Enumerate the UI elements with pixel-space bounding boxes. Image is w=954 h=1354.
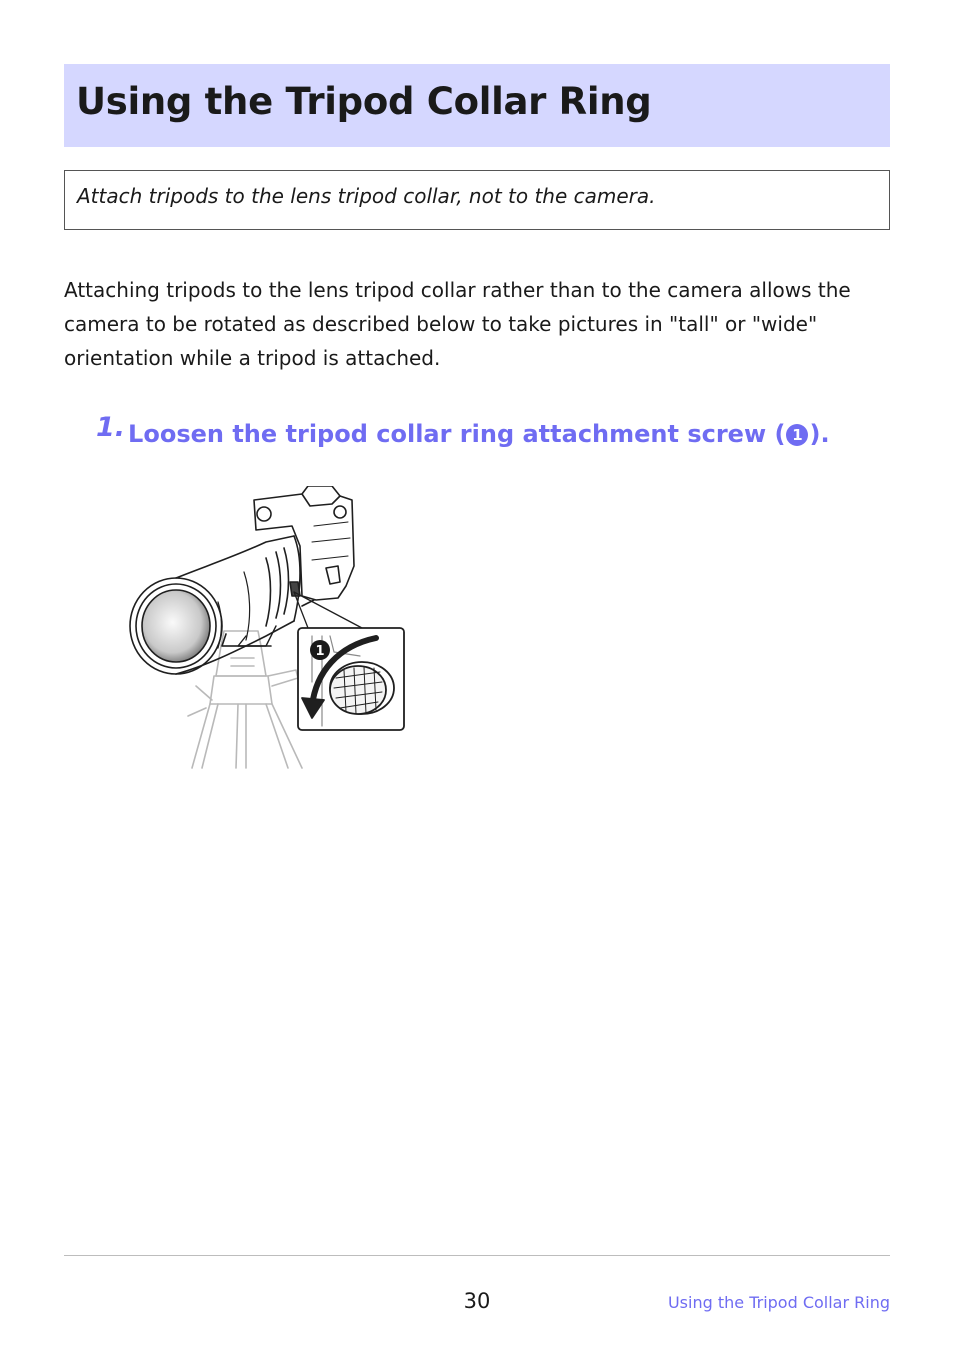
- note-text: Attach tripods to the lens tripod collar, not to the camera.: [77, 184, 656, 208]
- step-1: [96, 412, 830, 449]
- footer-divider: [64, 1255, 890, 1256]
- camera-on-tripod-illustration: [126, 486, 410, 770]
- page-number: 30: [463, 1289, 491, 1313]
- step-text-before: Loosen the tripod collar ring attachment screw (: [128, 420, 786, 448]
- page-title: Using the Tripod Collar Ring: [76, 80, 652, 123]
- callout-1-badge: [310, 640, 330, 660]
- intro-paragraph: Attaching tripods to the lens tripod collar rather than to the camera allows the camera to be rotated as described below to take pictures in "tall" or "wide" orientation while a tripod is attached.: [64, 278, 851, 370]
- step-number: 1.: [96, 412, 126, 443]
- screw-knob-icon: [330, 662, 394, 714]
- step-text-after: ).: [809, 420, 830, 448]
- svg-text:1: 1: [315, 644, 325, 659]
- page-title-bar: [64, 64, 890, 147]
- footer-section-link[interactable]: Using the Tripod Collar Ring: [667, 1293, 890, 1312]
- note-box: [64, 170, 890, 230]
- callout-number-badge: 1: [786, 424, 808, 446]
- camera-icon: [254, 486, 354, 600]
